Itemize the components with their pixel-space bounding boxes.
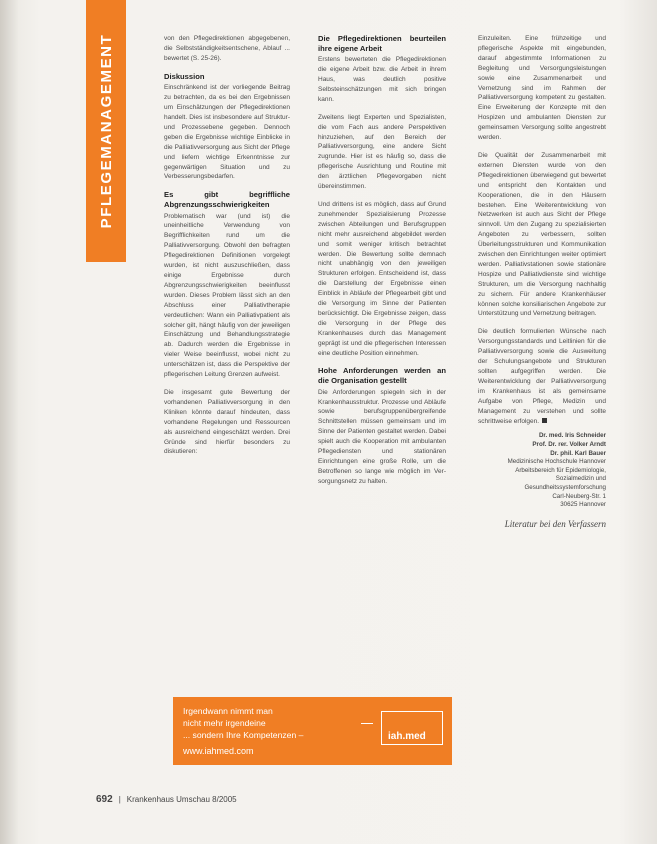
paragraph: Die Anforderungen spiegeln sich in der Krankenhausstruktur. Prozesse und Abläufe sowie berufsgruppenübergreifende Schnittstellen müssen gemeinsam und im Sinne der Patienten gestaltet werden. Dabei spielt auch die Kooperation mit ambulanten Pflegediensten und stationären Einrichtungen eine große Rolle, um die Betroffenen so lange wie möglich im Versorgungsnetz zu halten. [318, 388, 446, 485]
author-affiliation: Sozialmedizin und [555, 475, 606, 483]
paragraph: Erstens bewerteten die Pflegedirektionen die eigene Arbeit bzw. die Arbeit in ihrem Haus, was deutlich positive Selbsteinschätzungen mit sich bringen kann. [318, 56, 446, 103]
ad-logo: iah.med [381, 711, 443, 745]
article-column-1 [164, 34, 290, 465]
paragraph: Einschränkend ist der vorliegende Beitrag zu betrachten, da es bei den Ergebnissen um Einschätzungen der Pflegedirektionen handelt. Dies ist insbesondere auf Struktur- und Prozessebene gegeben. Dennoch geben die Ergebnisse wichtige Einblicke in die Palliativversorgung aus Sicht der Pflege und liefern wichtige Erkenntnisse zur gegenwärtigen Situation und zu Verbesserungsbedarfen. [164, 84, 290, 181]
paragraph: Problematisch war (und ist) die uneinheitliche Verwendung von Begrifflichkeiten rund um die Palliativversorgung. Obwohl den befragten Pflegedirektionen Definitionen vorgelegt wurden, ist nicht auszuschließen, dass einige Ergebnisse durch Abgrenzungsschwierigkeiten beeinflusst wurden. Dieses Problem lässt sich an den Abschluss einer Palliativtherapie verdeutlichen: Wann ein Palliativpatient als solcher gilt, hängt häufig von der jeweiligen Einschätzung und Behandlungsstrategie ab. Dadurch werden die Ergebnisse in vieler Weise beeinflusst, wobei nicht zu unterschätzen ist, dass die Perspektive der pflegerischen Leitung Grenzen aufweist. [164, 212, 290, 379]
section-heading: Diskussion [164, 71, 205, 81]
article-column-2 [318, 34, 446, 495]
end-of-article-square [542, 418, 547, 423]
page-number: 692 [96, 794, 113, 805]
ad-line: nicht mehr irgendeine [183, 718, 266, 728]
paragraph: Die deutlich formulierten Wünsche nach Versorgungsstandards und Leitlinien für die Palliativversorgung sowie die Ausweitung der Schulungsangebote und Strukturen sollten aufgegriffen werden. Die Weiterentwicklung der Palliativversorgung im Krankenhaus ist als gemeinsame Aufgabe von Pflege, Medizin und Management zu verstehen und sollte schrittweise erfolgen. [478, 328, 606, 425]
section-heading: Die Pflegedirektionen beurteilen ihre eigene Arbeit [318, 34, 446, 53]
ad-divider [361, 723, 373, 724]
author-affiliation: Medizinische Hochschule Hannover [507, 458, 606, 466]
author-block [478, 432, 606, 509]
section-heading: Es gibt begriffliche Abgrenzungsschwierigkeiten [164, 190, 290, 209]
author-name: Prof. Dr. rer. Volker Arndt [532, 441, 606, 449]
article-column-3 [478, 34, 606, 530]
author-name: Dr. phil. Karl Bauer [550, 449, 606, 457]
paragraph: Zweitens liegt Experten und Spezialisten, die vom Fach aus andere Perspektiven hinzuziehen, auf den Bereich der Palliativversorgung, eine andere Sicht zugrunde. Hier ist es häufig so, dass die pflegerische Ausrichtung und Routine mit den ärztlichen Pflegevorgaben nicht übereinstimmen. [318, 113, 446, 191]
paragraph: Die insgesamt gute Bewertung der vorhandenen Palliativversorgung in den Kliniken könnte darauf hindeuten, dass vorhandene Regelungen und Ressourcen als ausreichend eingeschätzt werden. Drei Gründe sind hierfür besonders zu diskutieren: [164, 388, 290, 456]
section-tab [86, 0, 126, 262]
paragraph: Die Qualität der Zusammenarbeit mit externen Diensten wurde von den Pflegedirektionen überwiegend gut bewertet und entspricht den Kontakten und Kooperationen, die in den Häusern bestehen. Eine Weiterentwicklung von Netzwerken ist auch aus Sicht der Pflege sinnvoll. Um den Zugang zu spezialisierten Angeboten zu verbessern, sollten Überleitungsstrukturen und Kommunikation zwischen den Einrichtungen weiter optimiert werden. Palliativstationen sowie stationäre Hospize und Palliativdienste sind wichtige Strukturen, um die Versorgung nachhaltig zu sichern. Für andere Krankenhäuser können solche konsiliarischen Angebote zur Unterstützung und Vernetzung beitragen. [478, 151, 606, 318]
ad-url-link[interactable]: www.iahmed.com [183, 746, 254, 756]
author-address: Carl-Neuberg-Str. 1 [552, 492, 606, 500]
section-heading: Hohe Anforderungen werden an die Organisation gestellt [318, 366, 446, 386]
advertisement-banner[interactable] [173, 697, 452, 765]
ad-line: Irgendwann nimmt man [183, 706, 273, 716]
book-gutter-shadow [0, 0, 18, 844]
ad-line: ... sondern Ihre Kompetenzen – [183, 730, 304, 740]
journal-name: Krankenhaus Umschau 8/2005 [126, 795, 237, 804]
literature-note: Literatur bei den Verfassern [504, 518, 606, 529]
footer-separator: | [118, 795, 121, 804]
author-name: Dr. med. Iris Schneider [538, 432, 606, 440]
section-tab-label: PFLEGEMANAGEMENT [97, 33, 115, 229]
ad-text [183, 705, 358, 741]
paragraph: Einzuleiten. Eine frühzeitige und pflegerische Aspekte mit eingebunden, darauf abgestimmte Informationen zu Begleitung und Versorgungsleistungen sowie eine Zusammenarbeit und Vernetzung sind im Rahmen der Palliativversorgung kompetent zu gestalten. Eine Erweiterung der Konzepte mit den Hospizen und ambulanten Diensten zur gemeinsamen Versorgung sollte angestrebt werden. [478, 35, 606, 142]
author-affiliation: Gesundheitssystemforschung [524, 484, 606, 491]
paragraph: von den Pflegedirektionen abgegebenen, die Selbstständigkeitsentschene, Ablauf ... bewertet (S. 25-26). [164, 35, 290, 62]
paragraph: Und drittens ist es möglich, dass auf Grund zunehmender Spezialisierung Prozesse zwischen Abteilungen und Berufsgruppen nicht mehr ausreichend abgebildet werden und somit weniger kritisch betrachtet werden. Die Bewertung sollte demnach nicht unabhängig von den jeweiligen Strukturen erfolgen. Entscheidend ist, dass die Darstellung der Ergebnisse einen Einblick in Abläufe der Pflegearbeit gibt und die Versorgung im Sinne der Patienten berücksichtigt. Die Ergebnisse zeigen, dass die Versorgung in der Pflege des Krankenhauses durch das Management geprägt ist und die pflegerischen Interessen eine deutliche Position einnehmen. [318, 200, 446, 357]
author-address: 30625 Hannover [560, 501, 606, 509]
author-affiliation: Arbeitsbereich für Epidemiologie, [515, 466, 606, 474]
page-footer [96, 794, 237, 805]
